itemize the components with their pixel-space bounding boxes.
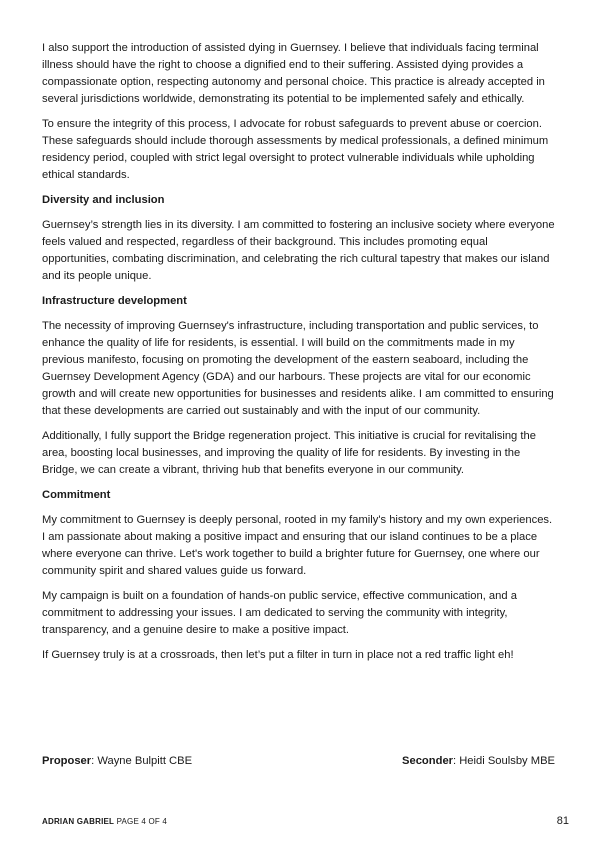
paragraph-crossroads: If Guernsey truly is at a crossroads, then let’s put a filter in turn in place not a red traffic light eh! [42, 649, 514, 661]
paragraph-commitment: My commitment to Guernsey is deeply personal, rooted in my family's history and my own experiences. I am passionate about making a positive impact and ensuring that our island continues to be a place where everyone can thrive. Let's work together to build a brighter future for Guernsey, one where our community spirit and shared values guide us forward. [42, 514, 553, 577]
signoff [42, 753, 555, 770]
page-footer [42, 815, 569, 827]
seconder-name: : Heidi Soulsby MBE [453, 755, 555, 767]
paragraph-assisted-dying: I also support the introduction of assisted dying in Guernsey. I believe that individuals facing terminal illness should have the right to choose a dignified end to their suffering. Assisted dying provides a compassionate option, respecting autonomy and personal choice. This practice is already accepted in several jurisdictions worldwide, demonstrating its potential to be implemented safely and ethically. [42, 42, 545, 105]
footer-page-of: PAGE 4 OF 4 [114, 817, 168, 826]
heading-diversity: Diversity and inclusion [42, 194, 165, 206]
heading-commitment: Commitment [42, 489, 111, 501]
proposer-label: Proposer [42, 755, 92, 767]
proposer-name: : Wayne Bulpitt CBE [91, 755, 193, 767]
seconder [402, 753, 555, 770]
proposer [42, 753, 192, 770]
paragraph-safeguards: To ensure the integrity of this process, I advocate for robust safeguards to prevent abuse or coercion. These safeguards should include thorough assessments by medical professionals, a defined minimum residency period, coupled with strict legal oversight to protect vulnerable individuals while upholding ethical standards. [42, 118, 549, 181]
paragraph-infrastructure: The necessity of improving Guernsey's infrastructure, including transportation and public services, to enhance the quality of life for residents, is essential. I will build on the commitments made in my previous manifesto, focusing on promoting the development of the eastern seaboard, including the Guernsey Development Agency (GDA) and our harbours. These projects are vital for our economic growth and will create new opportunities for businesses and residents alike. I am committed to ensuring that these developments are carried out sustainably and with the input of our community. [42, 320, 554, 417]
paragraph-bridge: Additionally, I fully support the Bridge regeneration project. This initiative is crucial for revitalising the area, boosting local businesses, and improving the quality of life for residents. By investing in the Bridge, we can create a vibrant, thriving hub that benefits everyone in our community. [42, 430, 536, 476]
paragraph-diversity: Guernsey’s strength lies in its diversity. I am committed to fostering an inclusive society where everyone feels valued and respected, regardless of their background. This includes promoting equal opportunities, combating discrimination, and celebrating the rich cultural tapestry that makes our island and its people unique. [42, 219, 555, 282]
seconder-label: Seconder [402, 755, 454, 767]
manifesto-body [42, 40, 555, 672]
footer-author-info [42, 817, 167, 826]
paragraph-campaign: My campaign is built on a foundation of hands-on public service, effective communication, and a commitment to addressing your issues. I am dedicated to serving the community with integrity, transparency, and a genuine desire to make a positive impact. [42, 590, 517, 636]
page-number: 81 [556, 815, 569, 827]
footer-author: ADRIAN GABRIEL [42, 817, 115, 826]
heading-infrastructure: Infrastructure development [42, 295, 187, 307]
